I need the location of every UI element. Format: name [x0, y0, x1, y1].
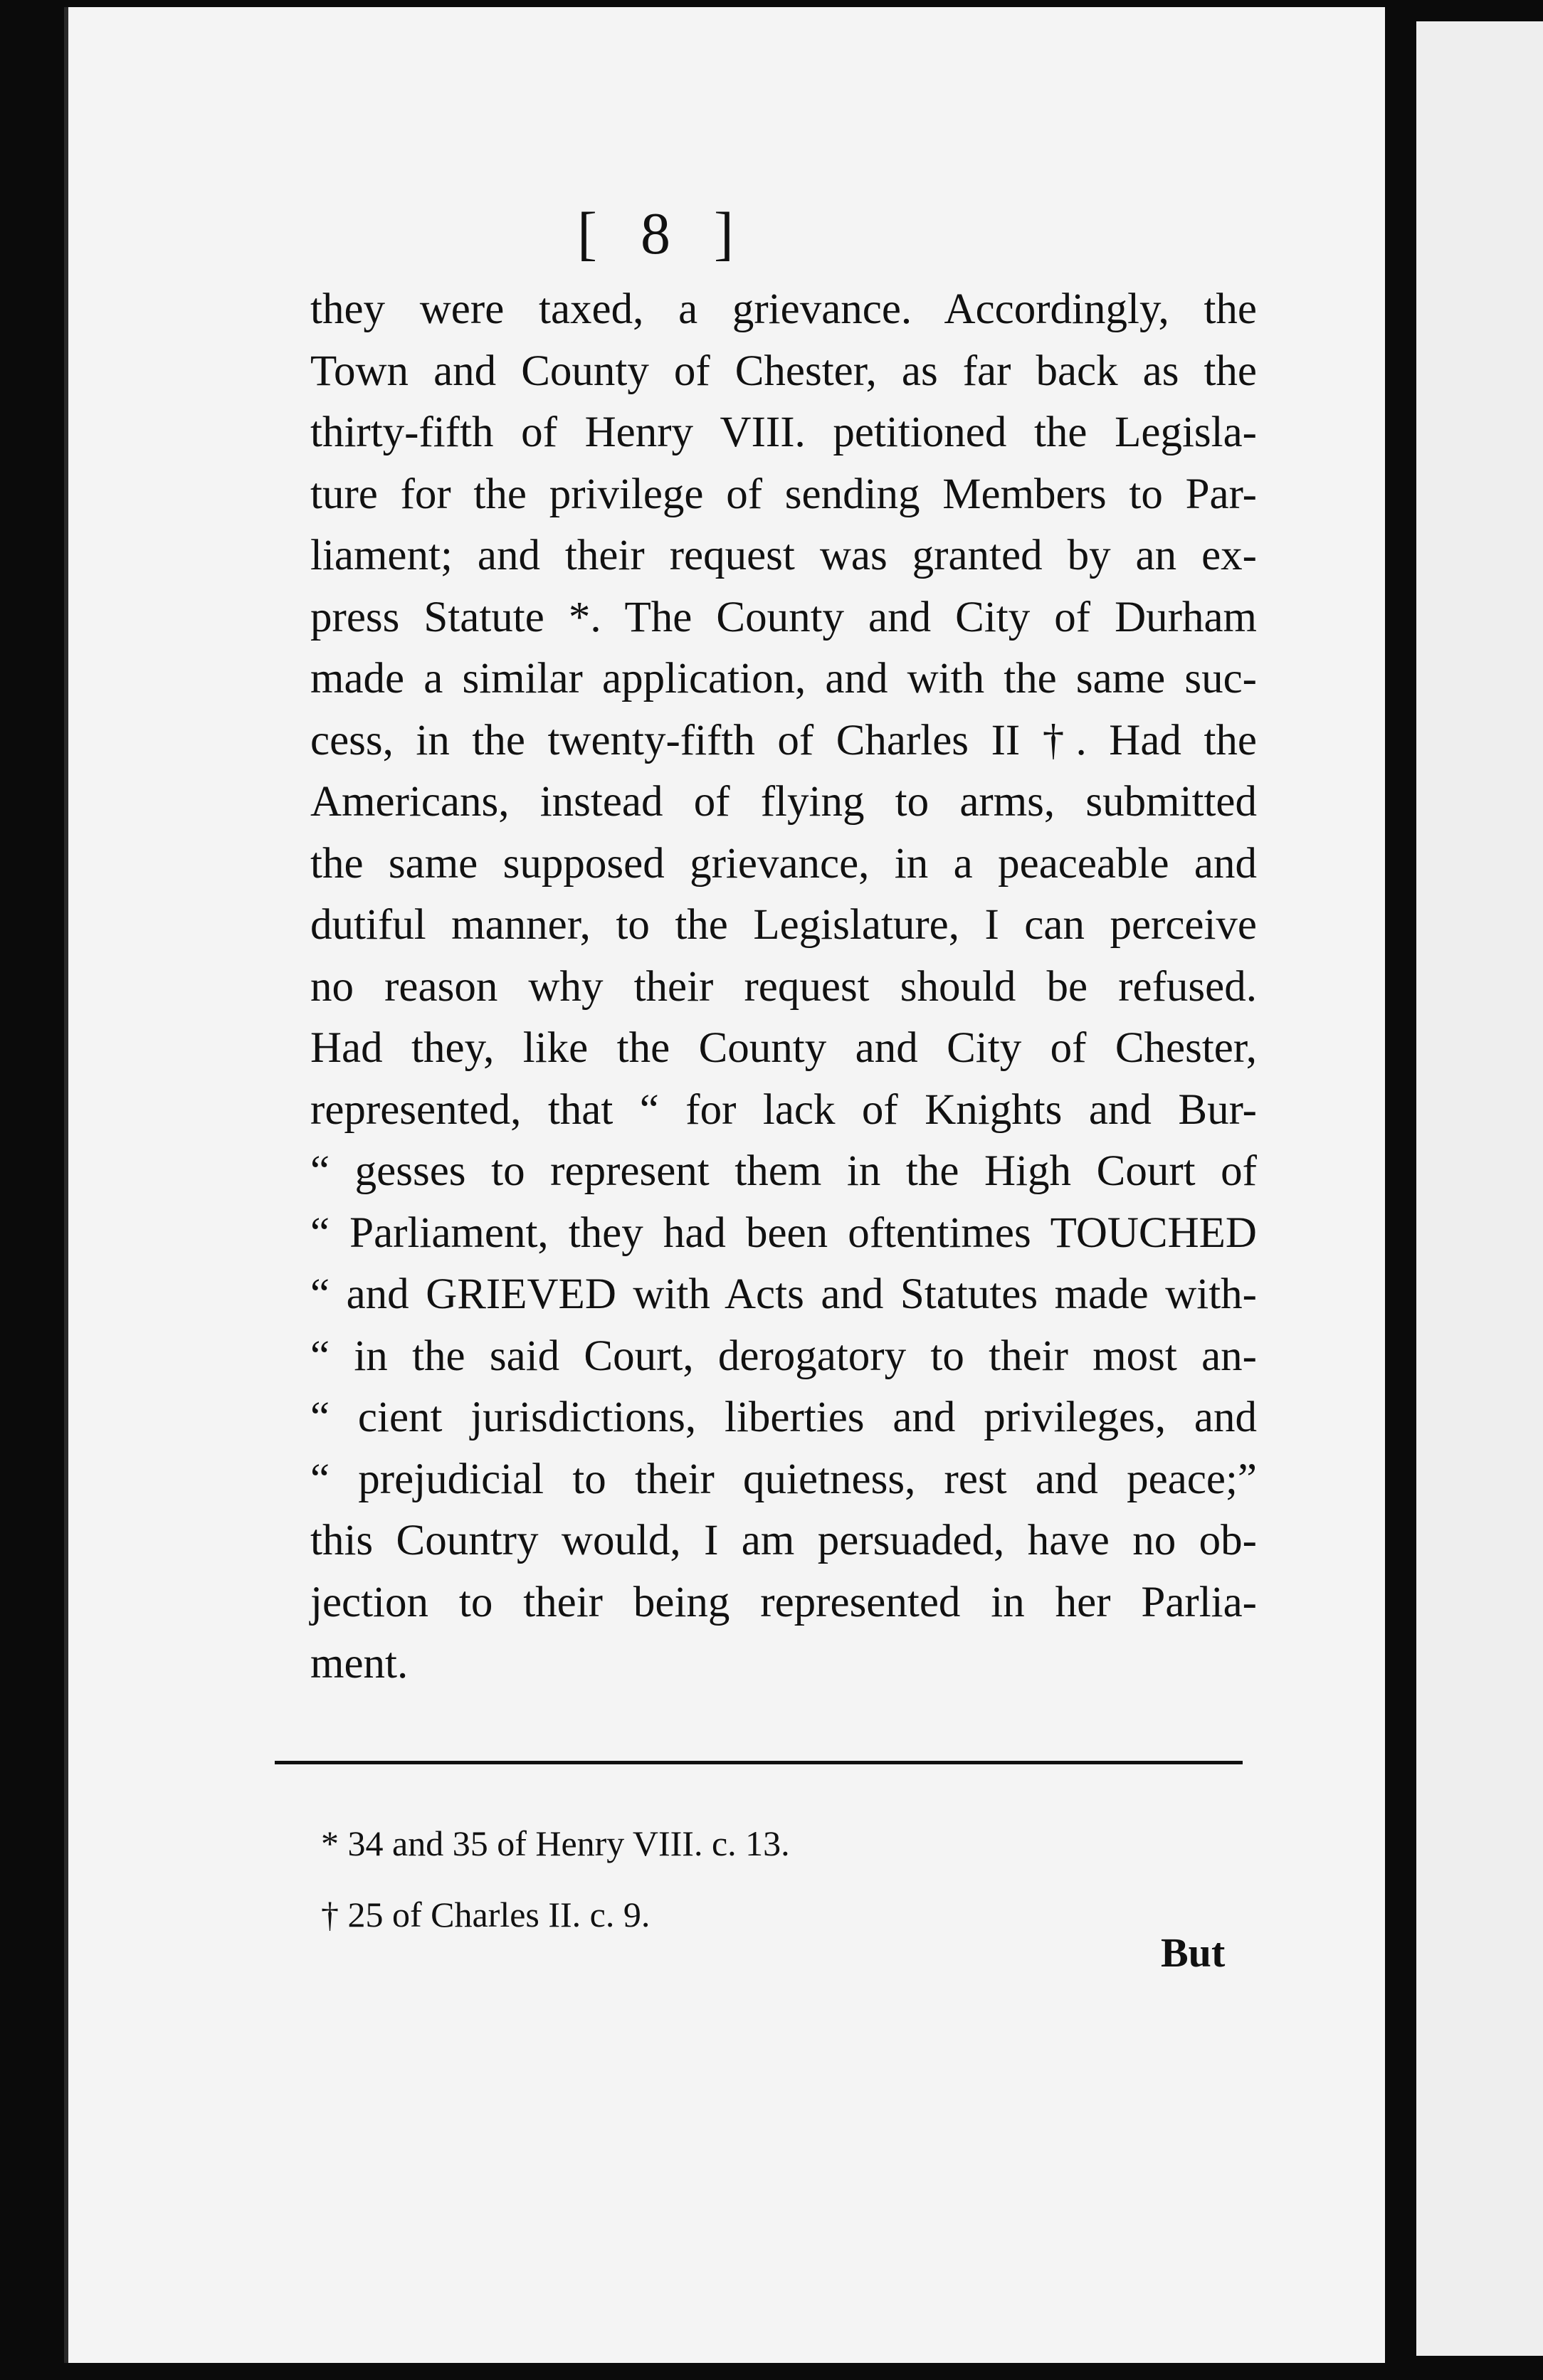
- text-line: Town and County of Chester, as far back as the: [310, 347, 1257, 395]
- text-line: they were taxed, a grievance. Accordingly, the: [310, 285, 1257, 333]
- text-line: liament; and their request was granted by an ex-: [310, 532, 1257, 579]
- text-line: “ in the said Court, derogatory to their most an-: [310, 1332, 1257, 1380]
- text-line: “ Parliament, they had been oftentimes TOUCHED: [310, 1209, 1257, 1257]
- text-line: Americans, instead of flying to arms, submitted: [310, 778, 1257, 826]
- text-line: the same supposed grievance, in a peaceable and: [310, 839, 1257, 888]
- catchword: But: [1161, 1929, 1226, 1976]
- text-line: “ gesses to represent them in the High Court of: [310, 1147, 1257, 1195]
- text-line: represented, that “ for lack of Knights and Bur-: [310, 1085, 1257, 1134]
- footnote-divider: [275, 1761, 1243, 1764]
- text-line: made a similar application, and with the same suc-: [310, 655, 1257, 702]
- text-line: this Country would, I am persuaded, have no ob-: [310, 1517, 1257, 1564]
- text-line: Had they, like the County and City of Chester,: [310, 1024, 1257, 1072]
- footnotes: [321, 1808, 790, 1950]
- footnote: * 34 and 35 of Henry VIII. c. 13.: [321, 1823, 790, 1863]
- text-line: thirty-fifth of Henry VIII. petitioned the Legisla-: [310, 409, 1257, 456]
- text-line: jection to their being represented in her Parlia-: [310, 1578, 1257, 1626]
- text-line: ture for the privilege of sending Members to Par-: [310, 470, 1257, 518]
- text-line: cess, in the twenty-fifth of Charles II †. Had the: [310, 716, 1257, 764]
- page-number: [ 8 ]: [577, 201, 748, 267]
- text-line: press Statute *. The County and City of Durham: [310, 593, 1257, 641]
- text-line: ment.: [310, 1640, 409, 1687]
- text-line: “ and GRIEVED with Acts and Statutes made with-: [310, 1270, 1257, 1318]
- text-line: “ cient jurisdictions, liberties and privileges, and: [310, 1394, 1257, 1441]
- text-line: no reason why their request should be refused.: [310, 962, 1257, 1011]
- footnote: † 25 of Charles II. c. 9.: [321, 1895, 651, 1934]
- text-line: dutiful manner, to the Legislature, I can perceive: [310, 901, 1257, 949]
- book-page: [64, 7, 1385, 2363]
- text-line: “ prejudicial to their quietness, rest and peace;”: [310, 1455, 1257, 1503]
- body-text: [310, 279, 1257, 1695]
- facing-page-edge: [1416, 21, 1543, 2356]
